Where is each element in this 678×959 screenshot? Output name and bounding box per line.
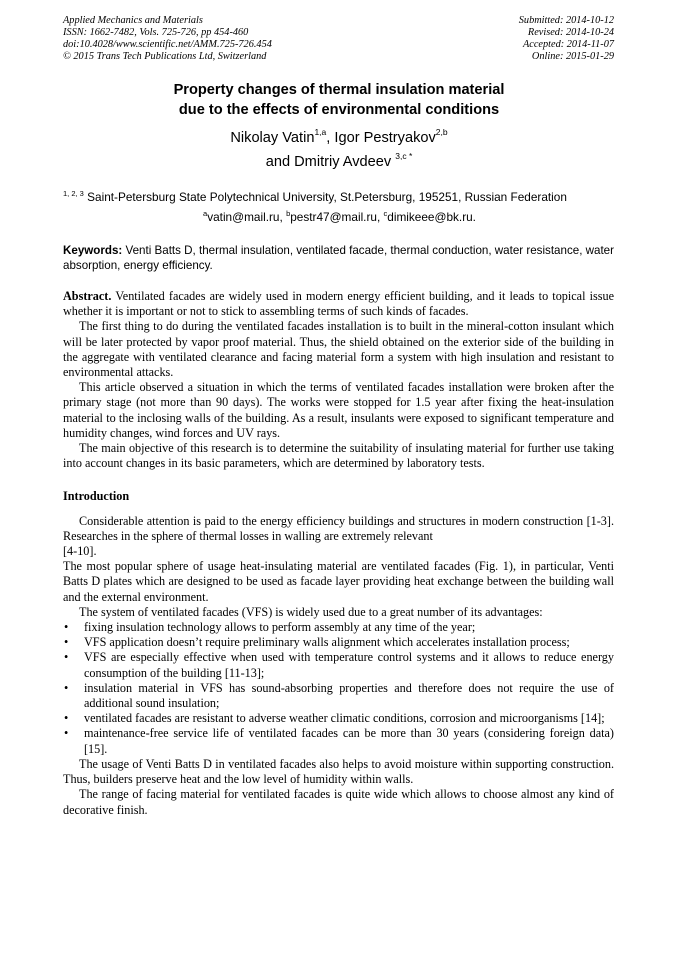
- keywords-text: Venti Batts D, thermal insulation, ventilated facade, thermal conduction, water resistance, water absorption, energy efficiency.: [63, 244, 614, 272]
- abstract-paragraph-1: [63, 289, 614, 319]
- introduction-heading: Introduction: [63, 489, 130, 504]
- list-item: [63, 711, 614, 726]
- email-b: pestr47@mail.ru,: [290, 210, 381, 224]
- bullet-icon: •: [64, 650, 69, 665]
- author-separator: ,: [326, 130, 331, 146]
- bullet-icon: •: [64, 620, 69, 635]
- title-line-1: Property changes of thermal insulation material: [173, 82, 505, 98]
- author-2-sup: 2,b: [435, 127, 448, 137]
- affiliation-text: Saint-Petersburg State Polytechnical University, St.Petersburg, 195251, Russian Federation: [87, 190, 567, 204]
- intro-paragraph-3: The system of ventilated facades (VFS) is widely used due to a great number of its advantages:: [79, 604, 543, 619]
- journal-doi: doi:10.4028/www.scientific.net/AMM.725-726.454: [63, 39, 272, 50]
- date-revised: Revised: 2014-10-24: [527, 27, 614, 38]
- author-1-name: Nikolay Vatin: [230, 130, 315, 146]
- journal-copyright: © 2015 Trans Tech Publications Ltd, Switzerland: [63, 51, 267, 62]
- list-item-text: insulation material in VFS has sound-absorbing properties and therefore does not require the use of additional sound insulation;: [84, 680, 614, 711]
- keywords-block: [63, 243, 614, 273]
- authors-line-1: [0, 126, 678, 150]
- abstract-paragraph-3: This article observed a situation in which the terms of ventilated facades installation were broken after the primary stage (not more than 90 days). The works were stopped for 1.5 year after fixing the heat-insulation material to the inclosing walls of the building. As a result, insulants were exposed to significant temperature and humidity changes, wind forces and UV rays.: [63, 380, 614, 440]
- author-1-sup: 1,a: [314, 127, 327, 137]
- journal-name: Applied Mechanics and Materials: [63, 15, 203, 26]
- list-item: [63, 726, 614, 756]
- publication-dates: [519, 15, 614, 63]
- intro-paragraph-1-cont: [4-10].: [63, 544, 97, 559]
- author-3-sup: 3,c *: [395, 151, 413, 161]
- date-submitted: Submitted: 2014-10-12: [518, 15, 614, 26]
- author-and: and: [265, 154, 291, 170]
- authors-line-2: [0, 150, 678, 174]
- abstract-paragraph-2: The first thing to do during the ventilated facades installation is to built in the mineral-cotton insulant which will be later protected by vapor proof material. Thus, the shield obtained on the exterior side of the building in the aggregate with ventilated clearance and facing material form a system with high insulation and resistant to environmental attacks.: [63, 319, 614, 380]
- intro-paragraph-2: The most popular sphere of usage heat-insulating material are ventilated facades (Fig. 1), in particular, Venti Batts D plates which are designed to be used as facade layer providing heat exchange between the building wall and the external environment.: [63, 559, 614, 604]
- list-item: [63, 650, 614, 680]
- date-accepted: Accepted: 2014-11-07: [522, 39, 614, 50]
- email-a: vatin@mail.ru,: [207, 210, 283, 224]
- journal-issn: ISSN: 1662-7482, Vols. 725-726, pp 454-460: [63, 27, 249, 38]
- intro-paragraph-5: The range of facing material for ventilated facades is quite wide which allows to choose almost any kind of decorative finish.: [63, 787, 614, 817]
- email-line: [63, 207, 616, 227]
- list-item-text: fixing insulation technology allows to perform assembly at any time of the year;: [84, 620, 476, 635]
- list-item: [63, 635, 614, 650]
- email-a-sup: a: [203, 209, 208, 218]
- list-item-text: ventilated facades are resistant to adverse weather climatic conditions, corrosion and microorganisms [14];: [84, 711, 605, 726]
- abstract-label: Abstract.: [63, 289, 112, 303]
- paper-title: [0, 80, 678, 120]
- author-3-name: Dmitriy Avdeev: [294, 154, 392, 170]
- email-c-sup: c: [383, 209, 388, 218]
- journal-info: [63, 15, 272, 63]
- advantages-list: [63, 620, 614, 757]
- affiliation-line: [63, 187, 616, 207]
- bullet-icon: •: [64, 726, 69, 741]
- abstract-text-1: Ventilated facades are widely used in modern energy efficient building, and it leads to topical issue whether it is important or not to stick to assembling terms of such kinds of facades.: [63, 289, 614, 319]
- list-item: [63, 620, 614, 635]
- paper-body: [63, 289, 614, 818]
- title-line-2: due to the effects of environmental conditions: [178, 102, 500, 118]
- intro-paragraph-1: Considerable attention is paid to the energy efficiency buildings and structures in modern construction [1-3]. Researches in the sphere of thermal losses in walling are extremely relevant: [63, 513, 614, 543]
- list-item-text: VFS application doesn’t require preliminary walls alignment which accelerates installation process;: [84, 635, 570, 650]
- bullet-icon: •: [64, 680, 69, 695]
- bullet-icon: •: [64, 635, 69, 650]
- email-c: dimikeee@bk.ru.: [387, 210, 476, 224]
- affiliation: [63, 187, 616, 227]
- date-online: Online: 2015-01-29: [531, 51, 614, 62]
- list-item-text: VFS are especially effective when used with temperature control systems and it allows to reduce energy consumption of the building [11-13];: [84, 650, 614, 680]
- abstract-paragraph-4: The main objective of this research is to determine the suitability of insulating material for further use taking into account changes in its basic parameters, which are determined by laboratory tests.: [63, 441, 614, 471]
- list-item: [63, 681, 614, 711]
- author-list: [0, 126, 678, 174]
- list-item-text: maintenance-free service life of ventilated facades can be more than 30 years (considering foreign data) [15].: [84, 726, 614, 756]
- affiliation-sup: 1, 2, 3: [63, 189, 84, 198]
- keywords-label: Keywords:: [63, 244, 123, 257]
- author-2-name: Igor Pestryakov: [334, 130, 436, 146]
- email-b-sup: b: [286, 209, 291, 218]
- bullet-icon: •: [64, 711, 69, 726]
- intro-paragraph-4: The usage of Venti Batts D in ventilated facades also helps to avoid moisture within supporting construction. Thus, builders preserve heat and the low level of humidity within walls.: [63, 756, 614, 787]
